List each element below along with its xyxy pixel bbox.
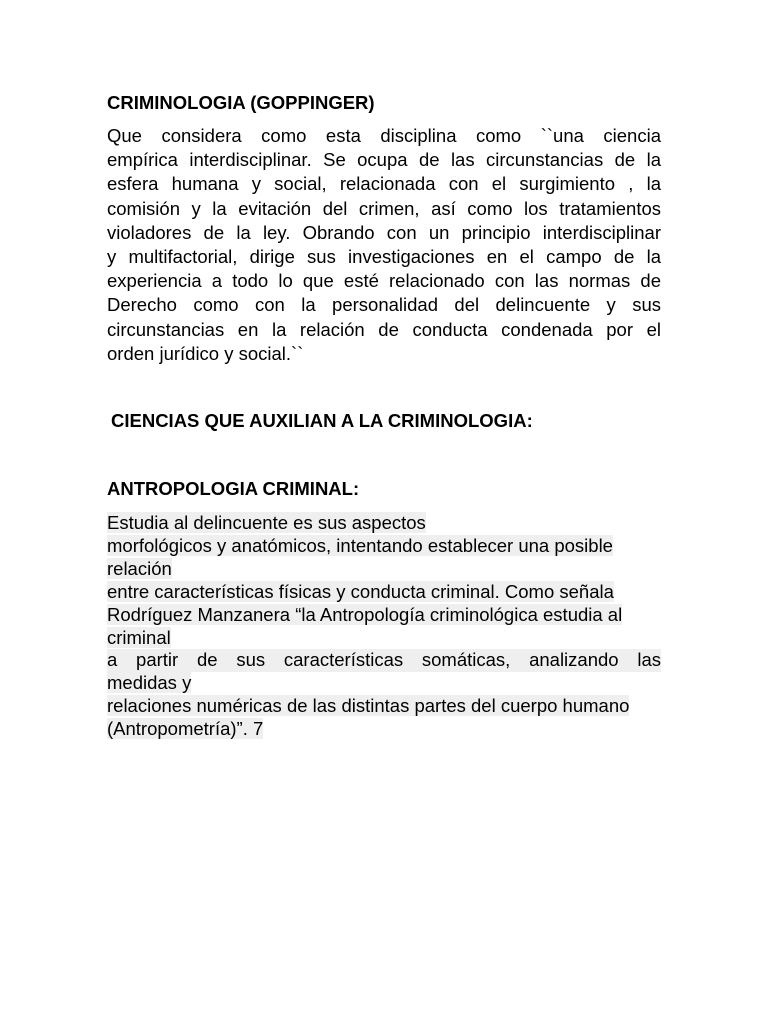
intro-line: experiencia a todo lo que esté relacionado con las normas de: [107, 270, 661, 292]
anthro-line: criminal: [107, 626, 171, 648]
intro-line: circunstancias en la relación de conducta condenada por el: [107, 318, 661, 340]
section-heading: CIENCIAS QUE AUXILIAN A LA CRIMINOLOGIA:: [111, 410, 533, 431]
document-title: CRIMINOLOGIA (GOPPINGER): [107, 92, 375, 113]
anthro-line: morfológicos y anatómicos, intentando establecer una posible: [107, 534, 613, 556]
anthro-line: Estudia al delincuente es sus aspectos: [107, 512, 426, 533]
intro-line: comisión y la evitación del crimen, así como los tratamientos: [107, 197, 661, 219]
anthro-line: Rodríguez Manzanera “la Antropología criminológica estudia al: [107, 603, 623, 625]
intro-line: esfera humana y social, relacionada con el surgimiento , la: [107, 173, 661, 195]
anthro-line: relaciones numéricas de las distintas partes del cuerpo humano: [107, 695, 630, 717]
intro-paragraph: [107, 124, 661, 366]
intro-line: empírica interdisciplinar. Se ocupa de las circunstancias de la: [107, 149, 661, 171]
intro-line: orden jurídico y social.``: [107, 342, 304, 364]
intro-line: Que considera como esta disciplina como ``una ciencia: [107, 125, 661, 146]
intro-line: violadores de la ley. Obrando con un principio interdisciplinar: [107, 221, 661, 243]
anthro-line: entre características físicas y conducta criminal. Como señala: [107, 580, 614, 602]
subsection-heading: ANTROPOLOGIA CRIMINAL:: [107, 478, 360, 499]
intro-line: Derecho como con la personalidad del delincuente y sus: [107, 294, 661, 316]
intro-line: y multifactorial, dirige sus investigaciones en el campo de la: [107, 246, 661, 268]
anthro-line: a partir de sus características somáticas, analizando las: [107, 649, 661, 671]
anthro-line: (Antropometría)”. 7: [107, 718, 264, 740]
anthro-line: medidas y: [107, 672, 192, 694]
anthro-line: relación: [107, 557, 172, 579]
anthropology-paragraph: [107, 512, 661, 741]
